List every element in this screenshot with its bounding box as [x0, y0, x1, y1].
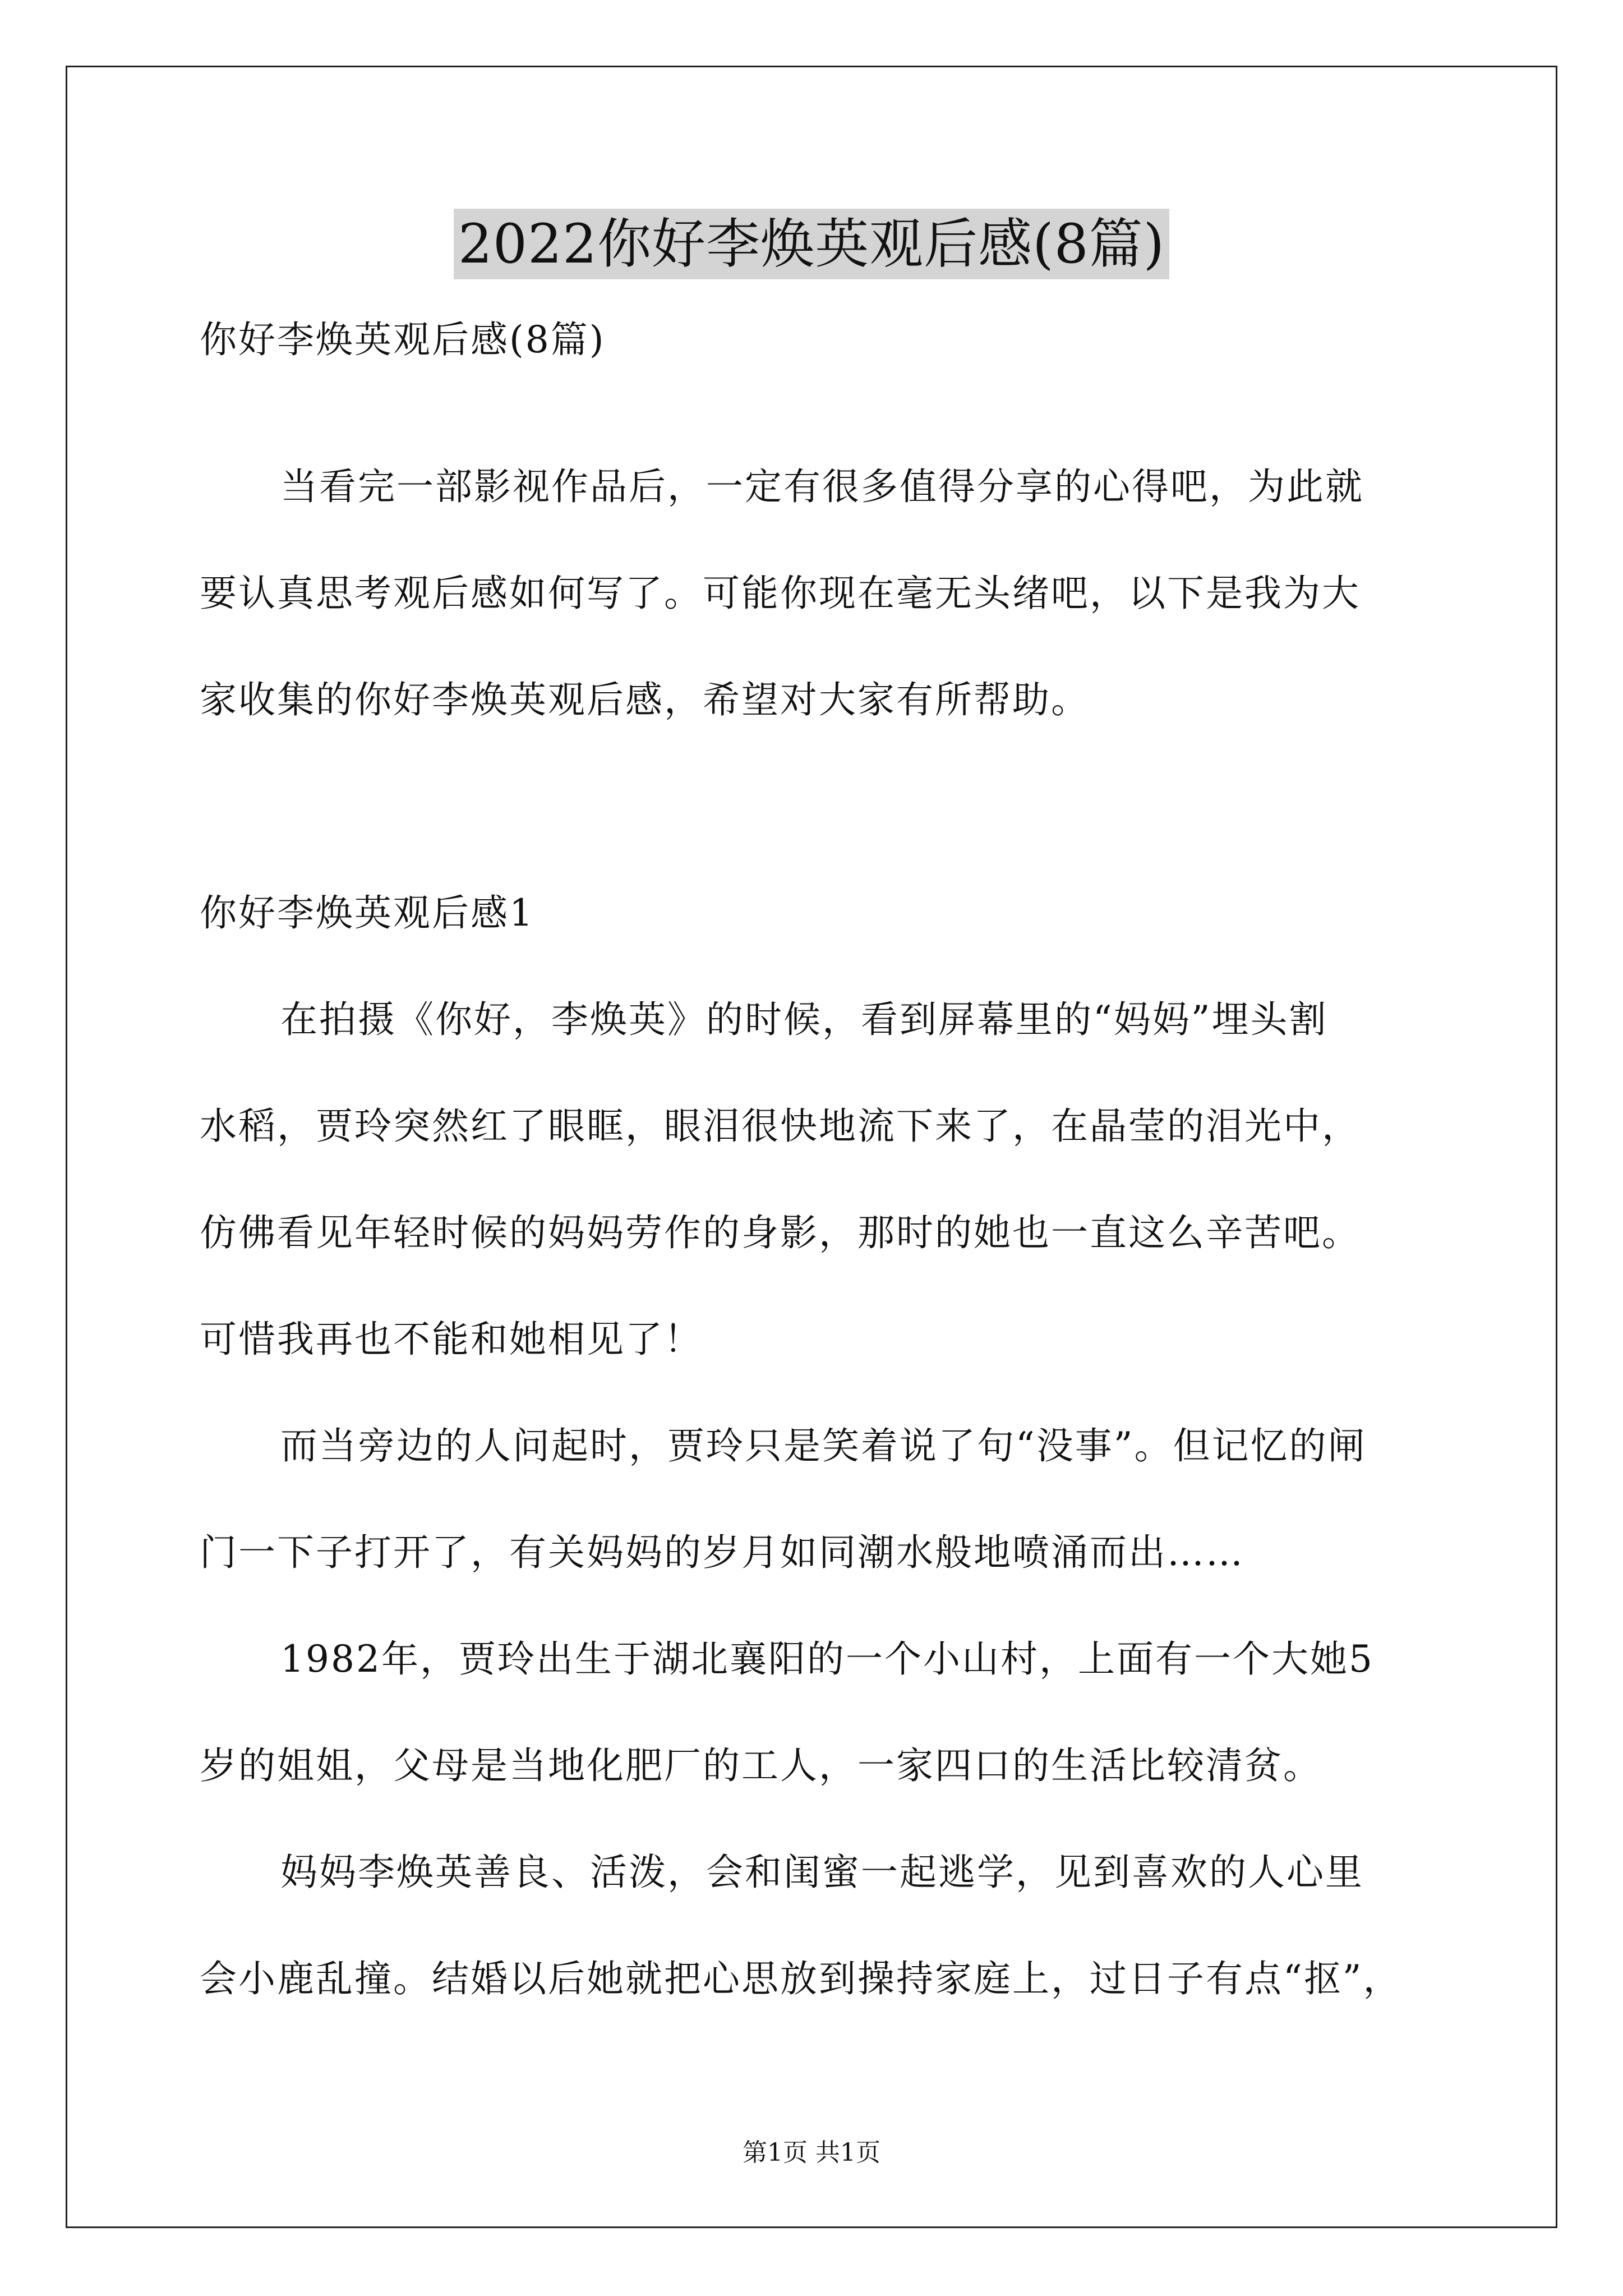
- body-line: 仿佛看见年轻时候的妈妈劳作的身影，那时的她也一直这么辛苦吧。: [200, 1211, 1361, 1254]
- document-subtitle: 你好李焕英观后感(8篇): [200, 318, 606, 361]
- body-line: 在拍摄《你好，李焕英》的时候，看到屏幕里的“妈妈”埋头割: [280, 998, 1328, 1041]
- body-line: 门一下子打开了，有关妈妈的岁月如同潮水般地喷涌而出……: [200, 1531, 1244, 1574]
- intro-line: 当看完一部影视作品后，一定有很多值得分享的心得吧，为此就: [280, 465, 1364, 508]
- title-container: [0, 209, 1623, 279]
- body-line: 妈妈李焕英善良、活泼，会和闺蜜一起逃学，见到喜欢的人心里: [280, 1851, 1364, 1894]
- body-line: 水稻，贾玲突然红了眼眶，眼泪很快地流下来了，在晶莹的泪光中，: [200, 1105, 1361, 1148]
- body-line: 会小鹿乱撞。结婚以后她就把心思放到操持家庭上，过日子有点“抠”，: [200, 1957, 1402, 2000]
- section-heading: 你好李焕英观后感1: [200, 891, 534, 935]
- document-title: 2022你好李焕英观后感(8篇): [454, 209, 1169, 279]
- page-footer: 第1页 共1页: [743, 2138, 880, 2167]
- intro-line: 家收集的你好李焕英观后感，希望对大家有所帮助。: [200, 678, 1090, 721]
- intro-line: 要认真思考观后感如何写了。可能你现在毫无头绪吧，以下是我为大: [200, 572, 1361, 615]
- body-line: 岁的姐姐，父母是当地化肥厂的工人，一家四口的生活比较清贫。: [200, 1744, 1322, 1787]
- body-line: 可惜我再也不能和她相见了！: [200, 1318, 703, 1361]
- body-line: 而当旁边的人问起时，贾玲只是笑着说了句“没事”。但记忆的闸: [280, 1424, 1367, 1467]
- body-line: 1982年，贾玲出生于湖北襄阳的一个小山村，上面有一个大她5: [280, 1637, 1374, 1681]
